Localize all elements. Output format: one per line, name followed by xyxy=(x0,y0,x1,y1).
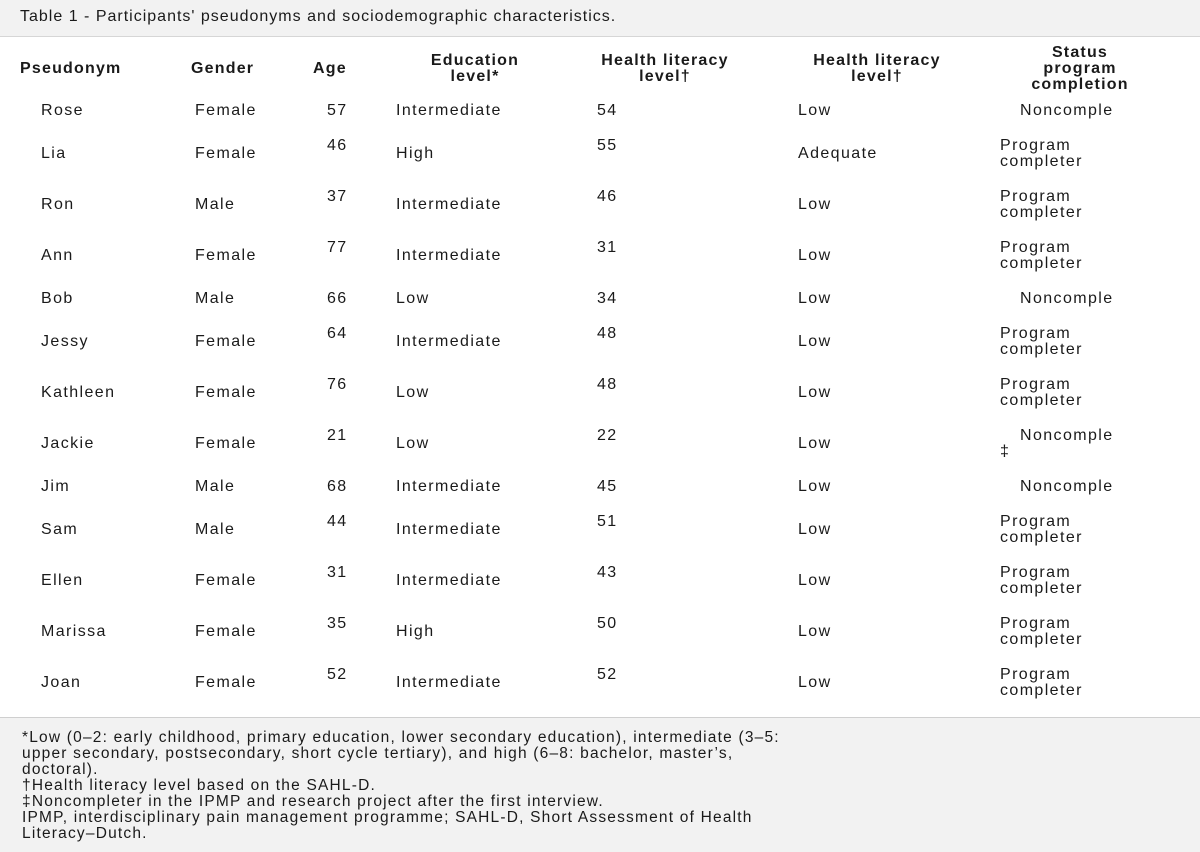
cell-hl-level: Adequate xyxy=(798,145,878,162)
cell-hl-score: 22 xyxy=(597,427,618,444)
cell-hl-score: 31 xyxy=(597,239,618,256)
footnote-line: upper secondary, postsecondary, short cycle tertiary), and high (6–8: bachelor, master’s, xyxy=(22,745,734,762)
footnote-line: †Health literacy level based on the SAHL-D. xyxy=(22,777,377,794)
cell-gender: Male xyxy=(195,290,236,307)
cell-age: 44 xyxy=(327,513,348,530)
header-status-line2: program xyxy=(1043,60,1117,77)
cell-age: 52 xyxy=(327,666,348,683)
cell-hl-level: Low xyxy=(798,674,832,691)
header-health-literacy-score-line1: Health literacy xyxy=(601,52,729,69)
cell-hl-level: Low xyxy=(798,623,832,640)
cell-age: 31 xyxy=(327,564,348,581)
cell-hl-level: Low xyxy=(798,478,832,495)
header-education xyxy=(400,53,550,85)
cell-pseudonym: Sam xyxy=(41,521,79,538)
cell-gender: Female xyxy=(195,333,257,350)
cell-hl-level: Low xyxy=(798,247,832,264)
cell-status-line2: completer xyxy=(1000,255,1083,272)
cell-gender: Male xyxy=(195,196,236,213)
cell-hl-score: 43 xyxy=(597,564,618,581)
cell-age: 77 xyxy=(327,239,348,256)
cell-status-footnote-mark: ‡ xyxy=(1000,443,1011,460)
cell-pseudonym: Jessy xyxy=(41,333,89,350)
cell-hl-score: 34 xyxy=(597,290,618,307)
cell-education: Intermediate xyxy=(396,102,502,119)
cell-hl-score: 55 xyxy=(597,137,618,154)
cell-gender: Male xyxy=(195,478,236,495)
cell-status-line1: Noncomple xyxy=(1020,102,1114,119)
cell-hl-level: Low xyxy=(798,333,832,350)
cell-pseudonym: Kathleen xyxy=(41,384,116,401)
cell-hl-score: 51 xyxy=(597,513,618,530)
footnote-line: ‡Noncompleter in the IPMP and research project after the first interview. xyxy=(22,793,604,810)
cell-gender: Female xyxy=(195,674,257,691)
cell-age: 46 xyxy=(327,137,348,154)
cell-status-line1: Program xyxy=(1000,325,1072,342)
cell-status-line1: Program xyxy=(1000,513,1072,530)
cell-gender: Female xyxy=(195,623,257,640)
cell-status-line1: Program xyxy=(1000,666,1072,683)
cell-gender: Female xyxy=(195,102,257,119)
cell-hl-score: 50 xyxy=(597,615,618,632)
cell-pseudonym: Ann xyxy=(41,247,74,264)
cell-pseudonym: Jackie xyxy=(41,435,95,452)
header-education-line2: level* xyxy=(450,68,500,85)
cell-hl-score: 48 xyxy=(597,376,618,393)
cell-hl-level: Low xyxy=(798,384,832,401)
cell-pseudonym: Joan xyxy=(41,674,82,691)
cell-gender: Female xyxy=(195,145,257,162)
cell-age: 37 xyxy=(327,188,348,205)
cell-age: 68 xyxy=(327,478,348,495)
caption-bar xyxy=(0,0,1200,37)
cell-hl-level: Low xyxy=(798,572,832,589)
cell-status-line2: completer xyxy=(1000,580,1083,597)
cell-education: Low xyxy=(396,435,430,452)
cell-status-line1: Program xyxy=(1000,615,1072,632)
cell-pseudonym: Ron xyxy=(41,196,75,213)
cell-education: Intermediate xyxy=(396,674,502,691)
cell-age: 76 xyxy=(327,376,348,393)
cell-gender: Female xyxy=(195,247,257,264)
header-gender: Gender xyxy=(191,60,255,77)
cell-gender: Female xyxy=(195,435,257,452)
cell-status-line2: completer xyxy=(1000,153,1083,170)
cell-hl-level: Low xyxy=(798,196,832,213)
cell-status-line2: completer xyxy=(1000,682,1083,699)
cell-status-line2: completer xyxy=(1000,341,1083,358)
cell-status-line2: completer xyxy=(1000,529,1083,546)
cell-hl-score: 54 xyxy=(597,102,618,119)
header-pseudonym: Pseudonym xyxy=(20,60,122,77)
header-health-literacy-score-line2: level† xyxy=(639,68,691,85)
cell-pseudonym: Jim xyxy=(41,478,71,495)
cell-age: 66 xyxy=(327,290,348,307)
cell-education: Low xyxy=(396,384,430,401)
cell-status-line2: completer xyxy=(1000,631,1083,648)
cell-status-line1: Program xyxy=(1000,188,1072,205)
footnote-line: *Low (0–2: early childhood, primary education, lower secondary education), intermediate (3–5: xyxy=(22,729,780,746)
header-status xyxy=(1000,45,1160,93)
cell-gender: Male xyxy=(195,521,236,538)
header-health-literacy-level-line2: level† xyxy=(851,68,903,85)
cell-status-line1: Noncomple xyxy=(1020,290,1114,307)
cell-hl-level: Low xyxy=(798,102,832,119)
cell-gender: Female xyxy=(195,384,257,401)
cell-status-line1: Program xyxy=(1000,376,1072,393)
cell-education: Intermediate xyxy=(396,478,502,495)
footnote-line: IPMP, interdisciplinary pain management programme; SAHL-D, Short Assessment of Health xyxy=(22,809,753,826)
cell-hl-score: 45 xyxy=(597,478,618,495)
cell-education: Intermediate xyxy=(396,196,502,213)
table-footnotes xyxy=(0,717,1200,852)
cell-pseudonym: Ellen xyxy=(41,572,84,589)
cell-education: High xyxy=(396,623,435,640)
cell-age: 57 xyxy=(327,102,348,119)
cell-pseudonym: Marissa xyxy=(41,623,107,640)
cell-age: 64 xyxy=(327,325,348,342)
cell-hl-score: 46 xyxy=(597,188,618,205)
header-age: Age xyxy=(313,60,347,77)
cell-education: Intermediate xyxy=(396,333,502,350)
header-health-literacy-level-line1: Health literacy xyxy=(813,52,941,69)
header-health-literacy-score xyxy=(580,53,750,85)
cell-status-line1: Noncomple xyxy=(1020,427,1114,444)
cell-status-line1: Program xyxy=(1000,239,1072,256)
header-health-literacy-level xyxy=(782,53,972,85)
cell-age: 21 xyxy=(327,427,348,444)
header-status-line1: Status xyxy=(1051,44,1109,61)
footnote-line: Literacy–Dutch. xyxy=(22,825,148,842)
cell-age: 35 xyxy=(327,615,348,632)
cell-hl-level: Low xyxy=(798,435,832,452)
cell-education: High xyxy=(396,145,435,162)
cell-hl-level: Low xyxy=(798,521,832,538)
cell-pseudonym: Lia xyxy=(41,145,67,162)
cell-education: Low xyxy=(396,290,430,307)
cell-pseudonym: Bob xyxy=(41,290,74,307)
cell-status-line2: completer xyxy=(1000,392,1083,409)
header-education-line1: Education xyxy=(430,52,520,69)
cell-education: Intermediate xyxy=(396,247,502,264)
cell-education: Intermediate xyxy=(396,521,502,538)
cell-status-line1: Program xyxy=(1000,564,1072,581)
footnote-line: doctoral). xyxy=(22,761,99,778)
header-status-line3: completion xyxy=(1031,76,1129,93)
cell-status-line2: completer xyxy=(1000,204,1083,221)
cell-pseudonym: Rose xyxy=(41,102,84,119)
cell-hl-score: 52 xyxy=(597,666,618,683)
cell-status-line1: Program xyxy=(1000,137,1072,154)
cell-status-line1: Noncomple xyxy=(1020,478,1114,495)
cell-gender: Female xyxy=(195,572,257,589)
cell-hl-level: Low xyxy=(798,290,832,307)
cell-education: Intermediate xyxy=(396,572,502,589)
cell-hl-score: 48 xyxy=(597,325,618,342)
table-caption: Table 1 - Participants' pseudonyms and sociodemographic characteristics. xyxy=(20,8,617,25)
